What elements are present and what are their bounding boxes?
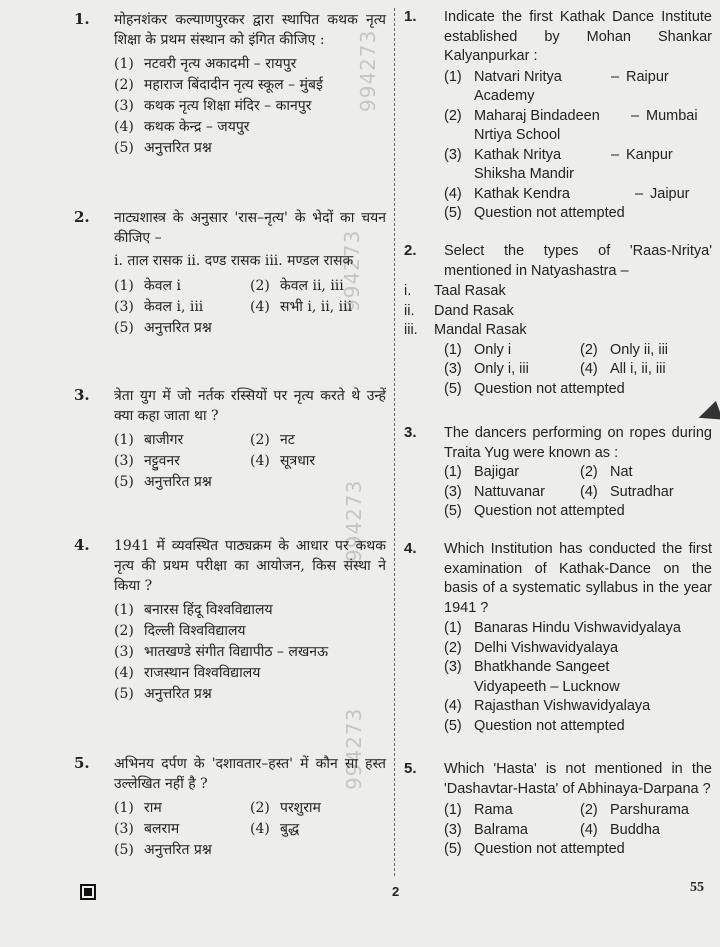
option: (1) Natvari Nritya Academy – Raipur (444, 68, 669, 104)
option: (4) राजस्थान विश्वविद्यालय (114, 665, 261, 681)
option: (3) बलराम (114, 821, 180, 837)
question-text: मोहनशंकर कल्याणपुरकर द्वारा स्थापित कथक नृत्य शिक्षा के प्रथम संस्थान को इंगित कीजिए : (114, 12, 386, 48)
option: (2) नट (250, 432, 295, 448)
option: (2) Only ii, iii (580, 341, 669, 358)
rasa-type: i. Taal Rasak (404, 283, 506, 299)
option: (5) अनुत्तरित प्रश्न (114, 320, 212, 336)
question-number: 5. (74, 754, 90, 772)
question-number: 4. (404, 540, 417, 557)
option: (5) Question not attempted (444, 205, 625, 221)
option: (5) Question not attempted (444, 717, 625, 734)
question-number: 1. (74, 10, 90, 28)
option: (2) केवल ii, iii (250, 278, 344, 294)
question-number: 4. (74, 536, 90, 554)
option: (2) दिल्ली विश्वविद्यालय (114, 623, 246, 639)
question-text: नाट्यशास्त्र के अनुसार 'रास–नृत्य' के भेदों का चयन कीजिए – (114, 210, 386, 246)
question-text: The dancers performing on ropes during Traita Yug were known as : (444, 425, 712, 461)
question-number: 2. (404, 242, 417, 259)
option: (1) Rama (444, 802, 513, 818)
column-divider (394, 8, 395, 876)
option: (1) Only i (444, 341, 512, 358)
option: (4) Sutradhar (580, 483, 674, 500)
question-number: 1. (404, 8, 417, 25)
watermark: 994273 (342, 479, 366, 562)
hindi-question-4 (74, 536, 386, 705)
option: (1) बाजीगर (114, 432, 184, 448)
english-question-2 (404, 242, 712, 399)
option: (2) महाराज बिंदादीन नृत्य स्कूल – मुंबई (114, 77, 323, 93)
question-number: 3. (74, 386, 90, 404)
rasa-type: iii. Mandal Rasak (404, 322, 527, 338)
question-text: Indicate the first Kathak Dance Institute established by Mohan Shankar Kalyanpurkar : (444, 9, 712, 64)
option: (4) Rajasthan Vishwavidyalaya (444, 698, 651, 714)
watermark: 994273 (340, 229, 364, 312)
question-text: Which Institution has conducted the first examination of Kathak-Dance on the basis of a systematic syllabus in the year 1941 ? (444, 541, 712, 616)
option: (4) बुद्ध (250, 821, 300, 837)
option: (1) राम (114, 800, 162, 816)
option: (3) भातखण्डे संगीत विद्यापीठ – लखनऊ (114, 644, 329, 660)
question-text: Select the types of 'Raas-Nritya' mentioned in Natyashastra – (444, 243, 712, 279)
option: (3) Nattuvanar (444, 483, 545, 500)
english-question-1 (404, 8, 712, 224)
option: (1) बनारस हिंदू विश्वविद्यालय (114, 602, 273, 618)
option: (5) अनुत्तरित प्रश्न (114, 686, 212, 702)
question-text: अभिनय दर्पण के 'दशावतार–हस्त' में कौन सा हस्त उल्लेखित नहीं है ? (114, 756, 386, 792)
option: (4) सूत्रधार (250, 453, 316, 469)
option: (5) Question not attempted (444, 380, 625, 397)
option: (2) परशुराम (250, 800, 321, 816)
option: (4) Kathak Kendra – Jaipur (444, 185, 690, 202)
question-number: 5. (404, 760, 417, 777)
option: (3) Kathak Nritya Shiksha Mandir – Kanpur (444, 146, 673, 182)
option: (4) All i, ii, iii (580, 361, 666, 377)
option: (2) Maharaj Bindadeen Nrtiya School – Mumbai (444, 107, 698, 143)
option: (1) Bajigar (444, 464, 520, 480)
option: (5) Question not attempted (444, 841, 625, 857)
hindi-question-2 (74, 208, 386, 339)
english-question-5 (404, 760, 712, 860)
registration-mark-icon (80, 884, 96, 900)
hindi-question-5 (74, 754, 386, 861)
option: (3) Balrama (444, 821, 528, 838)
question-number: 2. (74, 208, 90, 226)
option: (4) कथक केन्द्र – जयपुर (114, 119, 250, 135)
option: (5) अनुत्तरित प्रश्न (114, 474, 212, 490)
question-text: त्रेता युग में जो नर्तक रस्सियों पर नृत्य करते थे उन्हें क्या कहा जाता था ? (114, 388, 386, 424)
rasa-type: ii. Dand Rasak (404, 302, 514, 319)
page-number-center: 2 (392, 884, 400, 899)
option: (1) Banaras Hindu Vishwavidyalaya (444, 620, 681, 636)
hindi-question-3 (74, 386, 386, 493)
option: (3) Bhatkhande Sangeet Vidyapeeth – Lucknow (444, 659, 620, 695)
option: (2) Parshurama (580, 802, 689, 818)
english-question-4 (404, 540, 712, 736)
option: (5) Question not attempted (444, 503, 625, 519)
hindi-question-1 (74, 10, 386, 159)
option: (5) अनुत्तरित प्रश्न (114, 842, 212, 858)
question-text: 1941 में व्यवस्थित पाठ्यक्रम के आधार पर कथक नृत्य की प्रथम परीक्षा का आयोजन, किस संस्था ने किया ? (114, 538, 386, 594)
option: (3) कथक नृत्य शिक्षा मंदिर – कानपुर (114, 98, 312, 114)
page-number-right: 55 (690, 880, 704, 895)
option: (1) नटवरी नृत्य अकादमी – रायपुर (114, 56, 297, 72)
option: (2) Nat (580, 464, 633, 480)
option: (5) अनुत्तरित प्रश्न (114, 140, 212, 156)
watermark: 994273 (356, 29, 380, 112)
option: (4) सभी i, ii, iii (250, 299, 353, 315)
watermark: 994273 (342, 707, 366, 790)
option: (3) केवल i, iii (114, 299, 204, 315)
option: (3) नट्टुवनर (114, 453, 180, 469)
question-number: 3. (404, 424, 417, 441)
english-question-3 (404, 424, 712, 522)
option: (4) Buddha (580, 821, 660, 838)
option: (1) केवल i (114, 278, 181, 294)
question-text: Which 'Hasta' is not mentioned in the 'Dashavtar-Hasta' of Abhinaya-Darpana ? (444, 761, 712, 797)
rasa-types: i. ताल रासक ii. दण्ड रासक iii. मण्डल रासक (114, 253, 354, 269)
option: (3) Only i, iii (444, 361, 529, 377)
option: (2) Delhi Vishwavidyalaya (444, 639, 619, 656)
